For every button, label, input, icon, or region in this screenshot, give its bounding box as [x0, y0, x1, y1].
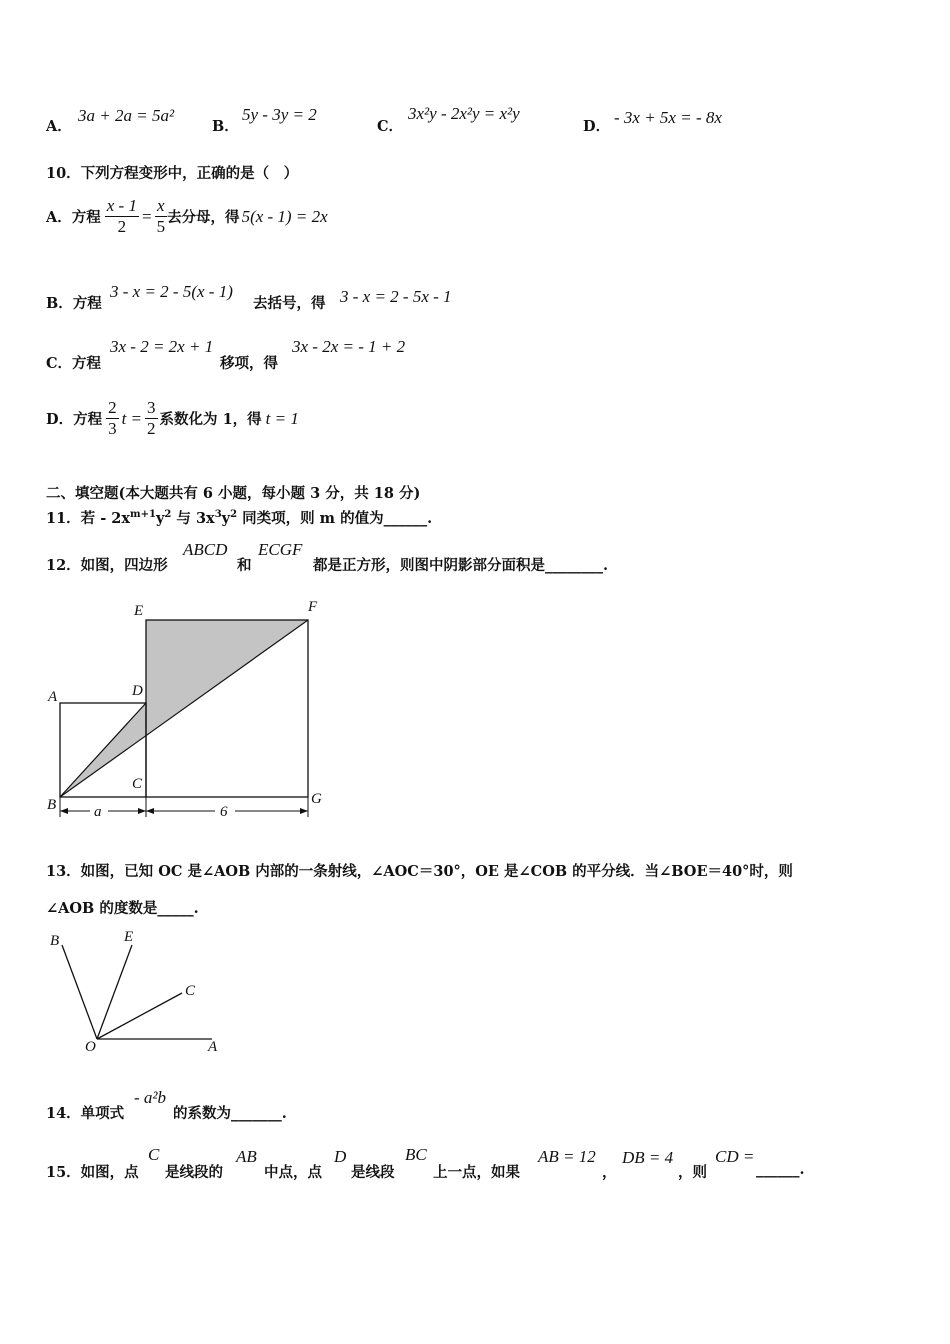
q10-c-equation: 3x - 2 = 2x + 1	[110, 337, 214, 356]
q10-c-mid: 移项，得	[220, 355, 278, 372]
q15-t8: ______.	[756, 1161, 805, 1178]
q11-sup-a: m+1	[130, 509, 156, 521]
q15-t5: 上一点，如果	[433, 1164, 520, 1181]
q10-d-mid: 系数化为 1，得	[159, 411, 262, 428]
q14-suffix: 的系数为_______.	[173, 1105, 287, 1122]
q15-point-d: D	[334, 1147, 347, 1166]
q12-text-c: 都是正方形，则图中阴影部分面积是________.	[313, 557, 609, 574]
arrow-right-6	[300, 808, 308, 814]
label-a: A	[208, 1039, 218, 1055]
q10-a-equals: =	[141, 206, 152, 226]
q12-shape1: ABCD	[183, 540, 228, 559]
q12-text-b: 和	[237, 557, 252, 574]
q15-point-c: C	[148, 1145, 160, 1164]
q15-t6: ，	[602, 1164, 617, 1181]
q10-a-fraction2	[155, 196, 168, 237]
q10-c-result: 3x - 2x = - 1 + 2	[292, 337, 406, 356]
q10-b-mid: 去括号，得	[253, 295, 326, 312]
q10-a-num2: x	[155, 196, 168, 217]
section-heading: 二、填空题(本大题共有 6 小题，每小题 3 分，共 18 分)	[46, 485, 421, 502]
q14-expression: - a²b	[134, 1088, 167, 1107]
q12-shape2: ECGF	[258, 540, 303, 559]
label-o: O	[85, 1039, 96, 1055]
q10-a-result: 5(x - 1) = 2x	[241, 206, 328, 226]
label-c: C	[132, 776, 143, 792]
q13-line1: 13．如图，已知 OC 是∠AOB 内部的一条射线，∠AOC＝30°，OE 是∠COB 的平分线．当∠BOE＝40°时，则	[46, 863, 793, 880]
q13-line2: ∠AOB 的度数是_____.	[46, 900, 199, 917]
q10-d-num2: 3	[147, 398, 156, 417]
q10-d-den: 3	[108, 419, 117, 438]
q9-option-c-expr: 3x²y - 2x²y = x²y	[408, 104, 520, 123]
q9-option-d-label: D．	[583, 118, 611, 135]
label-c: C	[185, 983, 196, 999]
ray-oe	[97, 945, 132, 1039]
q10-a-num: x - 1	[106, 196, 137, 215]
q9-option-a-expr: 3a + 2a = 5a²	[78, 106, 175, 125]
q11-part-e: 同类项，则 m 的值为______.	[237, 510, 433, 527]
q10-d-den2: 2	[147, 419, 156, 438]
q10-d-fraction1	[106, 398, 119, 439]
q10-a-mid: 去分母，得	[167, 209, 240, 226]
q10-b-result: 3 - x = 2 - 5x - 1	[340, 287, 452, 306]
label-a: A	[48, 689, 58, 705]
label-e: E	[134, 603, 144, 619]
q15-t7: ，则	[678, 1164, 707, 1181]
q10-c-prefix: C．方程	[46, 355, 102, 372]
q11-part-c: 与 3x	[171, 510, 215, 527]
q15-t4: 是线段	[351, 1164, 395, 1181]
q11-sup-b: 2	[164, 509, 172, 521]
q9-option-b-label: B．	[212, 118, 239, 135]
ray-ob	[62, 945, 97, 1039]
label-dim-6: 6	[220, 804, 228, 820]
q10-b-prefix: B．方程	[46, 295, 102, 312]
label-b: B	[47, 797, 57, 813]
q9-option-c-label: C．	[377, 118, 404, 135]
q10-d-prefix: D．方程	[46, 411, 103, 428]
q12-figure	[40, 595, 340, 825]
q15-segment-ab: AB	[236, 1147, 257, 1166]
q9-option-d-expr: - 3x + 5x = - 8x	[614, 108, 722, 127]
q15-t2: 是线段的	[165, 1164, 223, 1181]
q10-d-fraction2	[145, 398, 158, 439]
q10-option-a	[46, 196, 328, 237]
q10-a-den: 2	[117, 217, 127, 236]
q11-sup-d: 2	[230, 509, 238, 521]
q10-d-var: t =	[121, 408, 143, 428]
q10-a-prefix: A．方程	[46, 209, 101, 226]
arrow-left-6	[146, 808, 154, 814]
q15-eq3: CD =	[715, 1147, 755, 1166]
q10-b-equation: 3 - x = 2 - 5(x - 1)	[110, 282, 233, 301]
q11-text	[46, 507, 432, 528]
q10-d-result: t = 1	[265, 408, 299, 428]
q15-t3: 中点，点	[264, 1164, 322, 1181]
q11-part-a: 11．若 - 2x	[46, 510, 131, 527]
q10-a-den2: 5	[156, 217, 166, 236]
q10-option-d	[46, 398, 299, 439]
q15-segment-bc: BC	[405, 1145, 427, 1164]
label-f: F	[308, 599, 318, 615]
label-dim-a: a	[94, 804, 102, 820]
q14-prefix: 14．单项式	[46, 1105, 125, 1122]
arrow-left-a	[60, 808, 68, 814]
q15-eq2: DB = 4	[622, 1148, 674, 1167]
label-b: B	[50, 933, 60, 949]
q11-part-b: y	[155, 510, 165, 527]
q11-sup-c: 3	[214, 509, 222, 521]
q11-part-d: y	[221, 510, 231, 527]
label-g: G	[311, 791, 322, 807]
ray-oc	[97, 993, 182, 1039]
q9-option-b-expr: 5y - 3y = 2	[242, 105, 317, 124]
label-d: D	[132, 683, 143, 699]
q10-d-num: 2	[108, 398, 117, 417]
q9-option-a-label: A．	[46, 118, 72, 135]
q10-stem: 10．下列方程变形中，正确的是（ ）	[46, 165, 299, 182]
q13-figure	[40, 925, 240, 1060]
q12-text-a: 12．如图，四边形	[46, 557, 168, 574]
q15-eq1: AB = 12	[538, 1147, 596, 1166]
q10-a-fraction1	[105, 196, 139, 237]
arrow-right-a	[138, 808, 146, 814]
label-e: E	[124, 929, 134, 945]
q15-t1: 15．如图，点	[46, 1164, 139, 1181]
